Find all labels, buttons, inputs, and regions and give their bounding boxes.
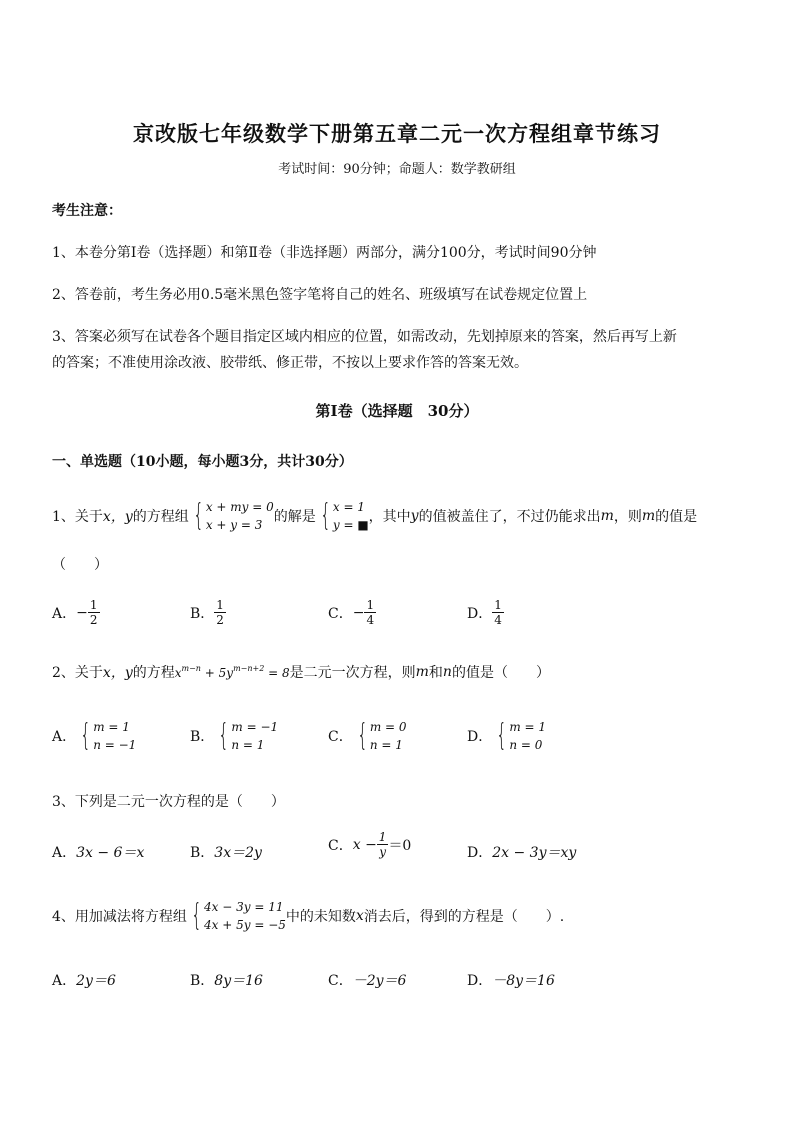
q4-sys-line1: 4x − 3y = 11 <box>204 900 284 914</box>
q4-prefix: 4、用加减法将方程组 <box>52 909 187 925</box>
q1-option-a[interactable] <box>52 598 100 627</box>
q2-vars: x，y <box>102 665 133 681</box>
option-fraction: $\frac{1}{4}$ <box>494 598 502 627</box>
option-system: { m = 1 n = 0 <box>496 718 547 753</box>
q1-vars: x，y <box>102 509 133 525</box>
q4-equation-system <box>187 898 286 934</box>
q1-solution-system <box>316 498 369 534</box>
option-text: 2y＝6 <box>76 973 116 989</box>
option-sign: − <box>352 604 365 621</box>
q4-option-d[interactable] <box>467 970 555 990</box>
q2-prefix: 2、关于 <box>52 665 103 681</box>
q1-var-m: m <box>600 508 614 524</box>
brace-icon: { <box>191 898 202 933</box>
notice-item-2: 2、答卷前，考生务必用0.5毫米黑色签字笔将自己的姓名、班级填写在试卷规定位置上 <box>52 287 588 303</box>
option-sign: − <box>76 604 88 621</box>
option-label: C． <box>328 837 353 854</box>
exam-info: 考试时间：90分钟；命题人：数学教研组 <box>278 162 516 177</box>
question-1 <box>52 498 697 534</box>
q1-mid1: 的方程组 <box>132 509 189 525</box>
option-label: A． <box>52 845 77 861</box>
brace-icon: { <box>193 498 204 533</box>
q2-mid1: 的方程 <box>132 665 175 681</box>
option-label: D． <box>467 605 493 622</box>
q1-mid2: 的解是 <box>273 509 316 525</box>
option-fraction: $\frac{1}{2}$ <box>216 598 224 627</box>
option-label: D． <box>467 729 493 745</box>
option-text: －8y＝16 <box>492 973 555 989</box>
q3-option-c[interactable] <box>328 830 411 859</box>
option-fraction: $\frac{1}{y}$ <box>378 830 387 859</box>
q1-equation-system <box>189 498 274 534</box>
question-2 <box>52 662 550 682</box>
option-label: B． <box>190 845 215 861</box>
q1-sys2-line1: x = 1 <box>332 500 365 514</box>
option-label: C． <box>328 605 353 622</box>
option-label: A． <box>52 973 77 989</box>
q1-sys1-line1: x + my = 0 <box>205 500 274 514</box>
brace-icon: { <box>320 498 331 533</box>
q2-var-m: m <box>415 664 429 680</box>
option-label: B． <box>190 973 215 989</box>
brace-icon: { <box>496 718 508 753</box>
option-label: D． <box>467 845 493 861</box>
q2-suffix: 的值是（ ） <box>451 665 550 681</box>
q4-option-c[interactable] <box>328 970 406 990</box>
q1-sys2-line2: y = ■ <box>332 518 369 532</box>
question-4 <box>52 898 564 934</box>
brace-icon: { <box>80 718 91 753</box>
q1-sys1-line2: x + y = 3 <box>205 518 263 532</box>
q2-and: 和 <box>428 665 443 681</box>
option-fraction: $\frac{1}{4}$ <box>366 598 375 627</box>
q1-mid3: ，其中 <box>368 509 411 525</box>
q3-option-b[interactable] <box>190 842 262 862</box>
q2-var-n: n <box>442 664 452 680</box>
option-label: C． <box>328 973 353 989</box>
option-text: 3x − 6＝x <box>76 845 145 861</box>
option-text-pre: x − <box>352 836 377 853</box>
q1-option-c[interactable] <box>328 598 376 627</box>
q3-option-a[interactable] <box>52 842 144 862</box>
q2-option-c[interactable] <box>328 718 407 754</box>
notice-item-1: 1、本卷分第Ⅰ卷（选择题）和第Ⅱ卷（非选择题）两部分，满分100分，考试时间90分钟 <box>52 245 597 261</box>
q4-suffix: 消去后，得到的方程是（ ）. <box>363 909 565 925</box>
option-label: B． <box>190 729 215 745</box>
option-fraction: $\frac{1}{2}$ <box>89 598 98 627</box>
q2-option-a[interactable] <box>52 718 136 754</box>
q1-answer-paren: （ ） <box>52 557 108 573</box>
q2-option-d[interactable] <box>467 718 546 754</box>
q1-var-y: y <box>410 508 419 524</box>
option-label: A． <box>52 605 77 622</box>
part-title: 一、单选题（10小题，每小题3分，共计30分） <box>52 454 353 470</box>
option-text: －2y＝6 <box>352 973 407 989</box>
option-system: { m = 1 n = −1 <box>80 718 137 753</box>
option-system: { m = 0 n = 1 <box>357 718 407 753</box>
brace-icon: { <box>218 718 230 753</box>
notice-item-3-cont: 的答案；不准使用涂改液、胶带纸、修正带，不按以上要求作答的答案无效。 <box>52 355 528 371</box>
q4-mid: 中的未知数 <box>285 909 356 925</box>
option-text: 8y＝16 <box>214 973 263 989</box>
notice-heading: 考生注意： <box>52 203 122 219</box>
q1-prefix: 1、关于 <box>52 509 103 525</box>
q2-option-b[interactable] <box>190 718 278 754</box>
q4-sys-line2: 4x + 5y = −5 <box>204 918 286 932</box>
q1-mid5: ，则 <box>613 509 642 525</box>
option-label: B． <box>190 605 215 622</box>
q1-suffix: 的值是 <box>655 509 698 525</box>
option-label: A． <box>52 729 77 745</box>
section-title: 第Ⅰ卷（选择题 30分） <box>315 402 479 420</box>
question-3: 3、下列是二元一次方程的是（ ） <box>52 794 285 810</box>
q1-mid4: 的值被盖住了，不过仍能求出 <box>418 509 601 525</box>
brace-icon: { <box>357 718 368 753</box>
q1-var-m2: m <box>641 508 656 524</box>
option-system: { m = −1 n = 1 <box>218 718 279 753</box>
q2-equation: $x^{m-n} + 5y^{m-n+2} = 8$ <box>174 664 290 680</box>
q4-option-a[interactable] <box>52 970 116 990</box>
option-label: D． <box>467 973 493 989</box>
q1-option-b[interactable] <box>190 598 226 627</box>
q2-mid2: 是二元一次方程，则 <box>289 665 416 681</box>
page-title: 京改版七年级数学下册第五章二元一次方程组章节练习 <box>133 121 661 146</box>
option-text-post: ＝0 <box>388 837 412 854</box>
q3-option-d[interactable] <box>467 842 576 862</box>
option-text: 3x＝2y <box>214 845 262 861</box>
notice-item-3: 3、答案必须写在试卷各个题目指定区域内相应的位置，如需改动，先划掉原来的答案，然后再写上新 <box>52 329 677 345</box>
q4-option-b[interactable] <box>190 970 263 990</box>
q1-option-d[interactable] <box>467 598 504 627</box>
option-text: 2x − 3y＝xy <box>492 845 577 861</box>
q4-var-x: x <box>355 908 364 924</box>
option-label: C． <box>328 729 353 745</box>
